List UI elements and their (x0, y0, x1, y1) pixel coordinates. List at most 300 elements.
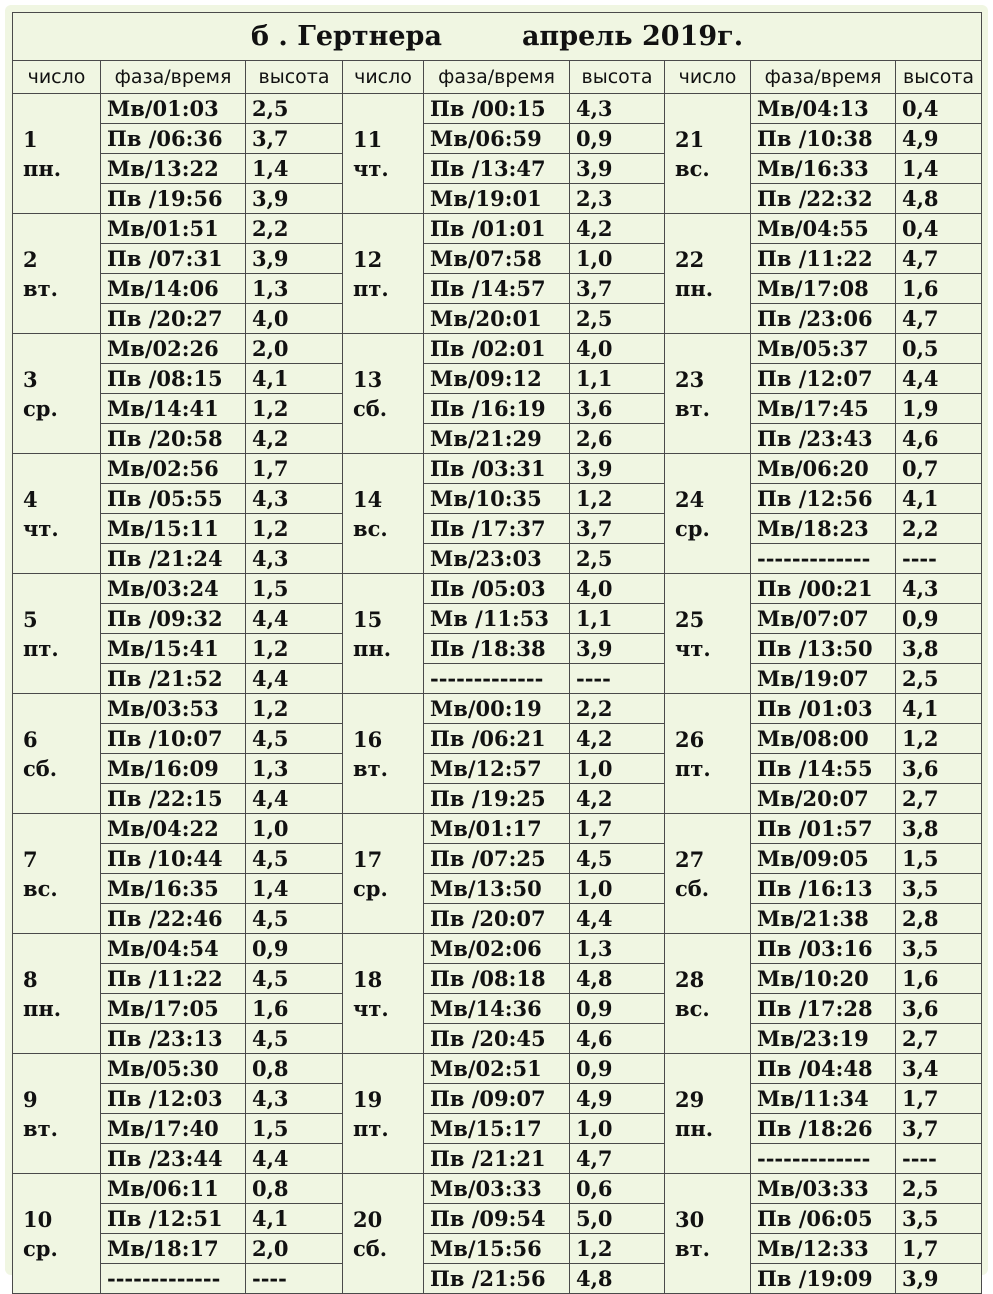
height-cell: 2,2 (896, 514, 982, 544)
height-cell: 1,7 (896, 1234, 982, 1264)
column-header: фаза/время (424, 61, 570, 94)
weekday: чт. (675, 635, 711, 661)
table-title (13, 13, 982, 61)
phase-time-cell: Пв /07:25 (424, 844, 570, 874)
phase-time-cell: Пв /23:44 (101, 1144, 246, 1174)
height-cell: 0,6 (570, 1174, 665, 1204)
height-cell: 4,5 (246, 844, 343, 874)
weekday: пт. (675, 755, 711, 781)
weekday: ср. (353, 875, 388, 901)
weekday: пн. (23, 155, 62, 181)
phase-time-cell: Пв /20:07 (424, 904, 570, 934)
table-row (13, 994, 982, 1024)
height-cell: 3,9 (246, 184, 343, 214)
height-cell: 4,0 (246, 304, 343, 334)
phase-time-cell: Мв/15:41 (101, 634, 246, 664)
day-number: 18 (353, 966, 383, 992)
height-cell: 1,1 (570, 604, 665, 634)
height-cell: 4,5 (570, 844, 665, 874)
phase-time-cell: Мв/19:07 (751, 664, 896, 694)
height-cell: 3,6 (896, 754, 982, 784)
height-cell: 2,2 (570, 694, 665, 724)
phase-time-cell: Пв /19:25 (424, 784, 570, 814)
height-cell: 1,2 (570, 484, 665, 514)
phase-time-cell: Пв /21:21 (424, 1144, 570, 1174)
phase-time-cell: Пв /21:24 (101, 544, 246, 574)
day-number: 30 (675, 1206, 705, 1232)
height-cell: 4,2 (570, 724, 665, 754)
table-row (13, 694, 982, 724)
table-row (13, 334, 982, 364)
height-cell: 1,7 (570, 814, 665, 844)
day-cell (665, 814, 751, 934)
phase-time-cell: Пв /01:57 (751, 814, 896, 844)
column-header: число (13, 61, 101, 94)
weekday: пн. (675, 1115, 714, 1141)
day-number: 21 (675, 126, 705, 152)
weekday: сб. (353, 1235, 388, 1261)
day-cell (665, 94, 751, 214)
phase-time-cell: Мв /11:53 (424, 604, 570, 634)
height-cell: 4,1 (246, 1204, 343, 1234)
table-row (13, 1144, 982, 1174)
weekday: пн. (23, 995, 62, 1021)
phase-time-cell: Мв/06:59 (424, 124, 570, 154)
phase-time-cell: Мв/11:34 (751, 1084, 896, 1114)
day-number: 16 (353, 726, 383, 752)
phase-time-cell: Мв/19:01 (424, 184, 570, 214)
phase-time-cell: Мв/07:07 (751, 604, 896, 634)
height-cell: 4,1 (896, 484, 982, 514)
height-cell: 0,9 (570, 124, 665, 154)
height-cell: 1,5 (246, 574, 343, 604)
phase-time-cell: ------------- (424, 664, 570, 694)
phase-time-cell: Пв /12:03 (101, 1084, 246, 1114)
day-cell (13, 574, 101, 694)
day-cell (13, 814, 101, 934)
day-cell (665, 694, 751, 814)
table-row (13, 214, 982, 244)
height-cell: 1,9 (896, 394, 982, 424)
height-cell: 4,1 (896, 694, 982, 724)
day-number: 17 (353, 846, 383, 872)
height-cell: 3,5 (896, 934, 982, 964)
height-cell: 2,3 (570, 184, 665, 214)
phase-time-cell: Пв /12:07 (751, 364, 896, 394)
phase-time-cell: Пв /20:45 (424, 1024, 570, 1054)
phase-time-cell: Пв /05:03 (424, 574, 570, 604)
height-cell: 1,5 (246, 1114, 343, 1144)
phase-time-cell: Пв /16:13 (751, 874, 896, 904)
phase-time-cell: Мв/16:35 (101, 874, 246, 904)
weekday: вс. (675, 155, 710, 181)
table-row (13, 1204, 982, 1234)
day-number: 13 (353, 366, 383, 392)
phase-time-cell: Мв/01:03 (101, 94, 246, 124)
column-header: высота (570, 61, 665, 94)
phase-time-cell: Мв/09:12 (424, 364, 570, 394)
table-row (13, 244, 982, 274)
column-header: число (343, 61, 424, 94)
height-cell: 1,4 (896, 154, 982, 184)
phase-time-cell: Пв /16:19 (424, 394, 570, 424)
day-number: 12 (353, 246, 383, 272)
weekday: чт. (353, 995, 389, 1021)
height-cell: 2,8 (896, 904, 982, 934)
phase-time-cell: Мв/08:00 (751, 724, 896, 754)
height-cell: 0,9 (570, 994, 665, 1024)
weekday: вт. (675, 1235, 710, 1261)
day-number: 9 (23, 1086, 38, 1112)
phase-time-cell: Мв/00:19 (424, 694, 570, 724)
title-location: б . Гертнера (250, 21, 442, 52)
height-cell: 4,0 (570, 574, 665, 604)
day-cell (13, 454, 101, 574)
weekday: пт. (23, 635, 59, 661)
phase-time-cell: Мв/18:23 (751, 514, 896, 544)
phase-time-cell: Мв/17:45 (751, 394, 896, 424)
height-cell: 3,7 (246, 124, 343, 154)
table-row (13, 154, 982, 184)
table-row (13, 1234, 982, 1264)
phase-time-cell: ------------- (751, 1144, 896, 1174)
day-cell (665, 454, 751, 574)
table-row (13, 364, 982, 394)
phase-time-cell: Пв /23:43 (751, 424, 896, 454)
day-number: 27 (675, 846, 705, 872)
height-cell: 2,7 (896, 784, 982, 814)
height-cell: 1,3 (246, 274, 343, 304)
day-cell (13, 934, 101, 1054)
day-number: 14 (353, 486, 383, 512)
table-row (13, 304, 982, 334)
height-cell: 2,2 (246, 214, 343, 244)
height-cell: ---- (896, 544, 982, 574)
height-cell: 2,7 (896, 1024, 982, 1054)
height-cell: 4,8 (896, 184, 982, 214)
day-number: 1 (23, 126, 38, 152)
day-number: 19 (353, 1086, 383, 1112)
day-cell (343, 1174, 424, 1294)
height-cell: 1,0 (570, 1114, 665, 1144)
day-cell (343, 334, 424, 454)
weekday: пн. (675, 275, 714, 301)
table-row (13, 664, 982, 694)
table-row (13, 1174, 982, 1204)
day-cell (665, 1054, 751, 1174)
day-number: 22 (675, 246, 705, 272)
phase-time-cell: Мв/14:06 (101, 274, 246, 304)
phase-time-cell: Мв/04:54 (101, 934, 246, 964)
height-cell: 3,9 (246, 244, 343, 274)
height-cell: 3,7 (570, 274, 665, 304)
height-cell: 1,0 (570, 244, 665, 274)
phase-time-cell: Пв /06:36 (101, 124, 246, 154)
height-cell: 3,6 (570, 394, 665, 424)
table-row (13, 904, 982, 934)
phase-time-cell: Пв /11:22 (751, 244, 896, 274)
phase-time-cell: Пв /22:46 (101, 904, 246, 934)
day-cell (343, 1054, 424, 1174)
phase-time-cell: Пв /07:31 (101, 244, 246, 274)
title-period: апрель 2019г. (521, 21, 744, 52)
height-cell: 2,6 (570, 424, 665, 454)
table-row (13, 454, 982, 484)
phase-time-cell: Пв /22:15 (101, 784, 246, 814)
phase-time-cell: Мв/15:17 (424, 1114, 570, 1144)
tide-table-page (5, 5, 988, 1291)
height-cell: 4,8 (570, 1264, 665, 1294)
weekday: сб. (353, 395, 388, 421)
height-cell: 2,5 (896, 664, 982, 694)
height-cell: 1,1 (570, 364, 665, 394)
phase-time-cell: Пв /12:51 (101, 1204, 246, 1234)
day-number: 8 (23, 966, 38, 992)
height-cell: 4,5 (246, 964, 343, 994)
height-cell: 1,2 (896, 724, 982, 754)
height-cell: 1,2 (246, 394, 343, 424)
height-cell: 4,1 (246, 364, 343, 394)
height-cell: 4,3 (246, 1084, 343, 1114)
day-cell (343, 94, 424, 214)
height-cell: ---- (570, 664, 665, 694)
column-header: фаза/время (101, 61, 246, 94)
weekday: ср. (23, 395, 58, 421)
height-cell: 4,3 (896, 574, 982, 604)
phase-time-cell: Пв /03:31 (424, 454, 570, 484)
table-row (13, 874, 982, 904)
phase-time-cell: Мв/23:03 (424, 544, 570, 574)
height-cell: 1,0 (570, 754, 665, 784)
day-number: 10 (23, 1206, 53, 1232)
phase-time-cell: Пв /06:05 (751, 1204, 896, 1234)
height-cell: 2,0 (246, 334, 343, 364)
phase-time-cell: Мв/04:22 (101, 814, 246, 844)
weekday: вт. (23, 1115, 58, 1141)
height-cell: 4,9 (896, 124, 982, 154)
phase-time-cell: Пв /19:09 (751, 1264, 896, 1294)
phase-time-cell: Пв /09:07 (424, 1084, 570, 1114)
phase-time-cell: Пв /18:38 (424, 634, 570, 664)
phase-time-cell: Пв /17:28 (751, 994, 896, 1024)
day-cell (665, 214, 751, 334)
height-cell: 1,0 (246, 814, 343, 844)
day-number: 29 (675, 1086, 705, 1112)
phase-time-cell: Мв/01:51 (101, 214, 246, 244)
phase-time-cell: Пв /19:56 (101, 184, 246, 214)
table-row (13, 814, 982, 844)
day-number: 15 (353, 606, 383, 632)
height-cell: 4,2 (570, 784, 665, 814)
height-cell: 3,5 (896, 1204, 982, 1234)
table-row (13, 484, 982, 514)
phase-time-cell: Мв/23:19 (751, 1024, 896, 1054)
phase-time-cell: Пв /05:55 (101, 484, 246, 514)
phase-time-cell: Пв /12:56 (751, 484, 896, 514)
height-cell: 0,9 (896, 604, 982, 634)
table-row (13, 634, 982, 664)
height-cell: 1,6 (896, 964, 982, 994)
height-cell: 4,4 (246, 664, 343, 694)
phase-time-cell: Мв/14:41 (101, 394, 246, 424)
height-cell: 3,9 (570, 454, 665, 484)
height-cell: ---- (246, 1264, 343, 1294)
phase-time-cell: Пв /10:38 (751, 124, 896, 154)
height-cell: 0,4 (896, 214, 982, 244)
weekday: ср. (23, 1235, 58, 1261)
day-cell (665, 574, 751, 694)
day-cell (343, 454, 424, 574)
weekday: сб. (675, 875, 710, 901)
table-row (13, 274, 982, 304)
phase-time-cell: Мв/10:35 (424, 484, 570, 514)
day-number: 6 (23, 726, 38, 752)
day-number: 2 (23, 246, 38, 272)
day-cell (13, 214, 101, 334)
phase-time-cell: Пв /14:55 (751, 754, 896, 784)
phase-time-cell: Мв/02:26 (101, 334, 246, 364)
height-cell: 1,6 (246, 994, 343, 1024)
table-row (13, 94, 982, 124)
phase-time-cell: Пв /02:01 (424, 334, 570, 364)
day-number: 5 (23, 606, 38, 632)
height-cell: 1,6 (896, 274, 982, 304)
phase-time-cell: Пв /08:18 (424, 964, 570, 994)
height-cell: 4,9 (570, 1084, 665, 1114)
height-cell: 1,5 (896, 844, 982, 874)
height-cell: 3,9 (570, 634, 665, 664)
phase-time-cell: Мв/04:13 (751, 94, 896, 124)
height-cell: 1,2 (246, 634, 343, 664)
phase-time-cell: Пв /06:21 (424, 724, 570, 754)
day-number: 23 (675, 366, 705, 392)
phase-time-cell: Пв /10:07 (101, 724, 246, 754)
table-row (13, 424, 982, 454)
height-cell: 1,2 (246, 694, 343, 724)
phase-time-cell: Мв/03:33 (424, 1174, 570, 1204)
phase-time-cell: Пв /00:21 (751, 574, 896, 604)
height-cell: 0,8 (246, 1054, 343, 1084)
height-cell: 4,4 (570, 904, 665, 934)
phase-time-cell: Мв/20:07 (751, 784, 896, 814)
phase-time-cell: Мв/21:29 (424, 424, 570, 454)
phase-time-cell: Мв/20:01 (424, 304, 570, 334)
table-row (13, 934, 982, 964)
phase-time-cell: Мв/02:56 (101, 454, 246, 484)
height-cell: 1,7 (246, 454, 343, 484)
height-cell: 0,4 (896, 94, 982, 124)
height-cell: 3,9 (570, 154, 665, 184)
height-cell: 4,7 (896, 304, 982, 334)
phase-time-cell: Пв /23:06 (751, 304, 896, 334)
phase-time-cell: Пв /17:37 (424, 514, 570, 544)
height-cell: 1,2 (246, 514, 343, 544)
phase-time-cell: Мв/17:08 (751, 274, 896, 304)
height-cell: 3,5 (896, 874, 982, 904)
phase-time-cell: Пв /10:44 (101, 844, 246, 874)
height-cell: 4,8 (570, 964, 665, 994)
height-cell: 4,4 (896, 364, 982, 394)
phase-time-cell: ------------- (101, 1264, 246, 1294)
weekday: вс. (23, 875, 58, 901)
phase-time-cell: Мв/09:05 (751, 844, 896, 874)
phase-time-cell: Пв /18:26 (751, 1114, 896, 1144)
column-headers (13, 61, 982, 94)
phase-time-cell: Мв/06:20 (751, 454, 896, 484)
phase-time-cell: Мв/03:33 (751, 1174, 896, 1204)
height-cell: 4,3 (246, 484, 343, 514)
phase-time-cell: Мв/16:33 (751, 154, 896, 184)
table-row (13, 1264, 982, 1294)
weekday: вт. (353, 755, 388, 781)
phase-time-cell: Мв/14:36 (424, 994, 570, 1024)
phase-time-cell: Мв/13:22 (101, 154, 246, 184)
day-number: 3 (23, 366, 38, 392)
phase-time-cell: Мв/13:50 (424, 874, 570, 904)
height-cell: 4,7 (570, 1144, 665, 1174)
height-cell: 1,3 (246, 754, 343, 784)
table-row (13, 844, 982, 874)
day-cell (343, 814, 424, 934)
table-row (13, 724, 982, 754)
table-row (13, 604, 982, 634)
phase-time-cell: Мв/10:20 (751, 964, 896, 994)
phase-time-cell: Мв/07:58 (424, 244, 570, 274)
column-header: фаза/время (751, 61, 896, 94)
day-number: 7 (23, 846, 38, 872)
day-cell (665, 1174, 751, 1294)
phase-time-cell: Мв/02:06 (424, 934, 570, 964)
table-row (13, 124, 982, 154)
phase-time-cell: Мв/15:11 (101, 514, 246, 544)
weekday: вс. (675, 995, 710, 1021)
table-row (13, 1114, 982, 1144)
height-cell: 4,6 (896, 424, 982, 454)
height-cell: 3,9 (896, 1264, 982, 1294)
weekday: сб. (23, 755, 58, 781)
height-cell: 3,6 (896, 994, 982, 1024)
weekday: вт. (675, 395, 710, 421)
phase-time-cell: Мв/05:37 (751, 334, 896, 364)
column-header: число (665, 61, 751, 94)
height-cell: 4,4 (246, 1144, 343, 1174)
table-row (13, 1084, 982, 1114)
weekday: чт. (23, 515, 59, 541)
phase-time-cell: Пв /09:54 (424, 1204, 570, 1234)
day-cell (13, 694, 101, 814)
day-cell (343, 694, 424, 814)
day-number: 24 (675, 486, 705, 512)
phase-time-cell: Мв/12:57 (424, 754, 570, 784)
day-cell (665, 334, 751, 454)
weekday: вт. (23, 275, 58, 301)
phase-time-cell: Пв /13:50 (751, 634, 896, 664)
height-cell: 0,8 (246, 1174, 343, 1204)
table-row (13, 574, 982, 604)
phase-time-cell: Мв/18:17 (101, 1234, 246, 1264)
height-cell: 4,5 (246, 1024, 343, 1054)
height-cell: 4,7 (896, 244, 982, 274)
height-cell: 2,5 (246, 94, 343, 124)
table-row (13, 964, 982, 994)
phase-time-cell: Мв/01:17 (424, 814, 570, 844)
table-row (13, 754, 982, 784)
phase-time-cell: Мв/05:30 (101, 1054, 246, 1084)
height-cell: 1,3 (570, 934, 665, 964)
day-cell (13, 334, 101, 454)
phase-time-cell: Пв /14:57 (424, 274, 570, 304)
phase-time-cell: Пв /09:32 (101, 604, 246, 634)
